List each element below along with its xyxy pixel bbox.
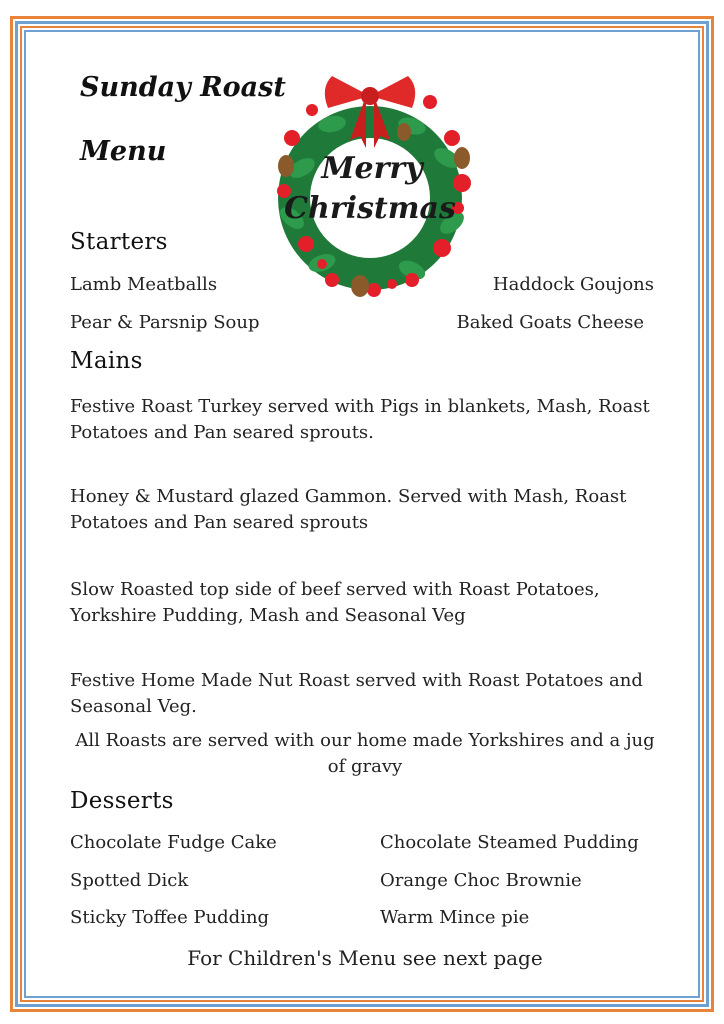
dessert-item: Chocolate Fudge Cake bbox=[70, 832, 277, 853]
main-item: Honey & Mustard glazed Gammon. Served with Mash, Roast Potatoes and Pan seared sprouts bbox=[70, 486, 627, 533]
christmas-wreath-icon bbox=[262, 58, 480, 298]
desserts-heading: Desserts bbox=[70, 788, 174, 814]
dessert-item: Sticky Toffee Pudding bbox=[70, 907, 270, 928]
childrens-menu-footer: For Children's Menu see next page bbox=[187, 946, 543, 970]
main-item: Festive Roast Turkey served with Pigs in blankets, Mash, Roast Potatoes and Pan seared sprouts. bbox=[70, 396, 650, 443]
dessert-item: Warm Mince pie bbox=[380, 907, 530, 928]
dessert-item: Spotted Dick bbox=[70, 870, 189, 891]
starter-item: Lamb Meatballs bbox=[70, 274, 218, 295]
starter-item: Pear & Parsnip Soup bbox=[70, 312, 260, 333]
main-item: Slow Roasted top side of beef served with Roast Potatoes, Yorkshire Pudding, Mash and Seasonal Veg bbox=[70, 579, 600, 626]
starter-item: Haddock Goujons bbox=[492, 274, 654, 295]
dessert-item: Chocolate Steamed Pudding bbox=[380, 832, 639, 853]
starter-item: Baked Goats Cheese bbox=[456, 312, 644, 333]
main-item: Festive Home Made Nut Roast served with Roast Potatoes and Seasonal Veg. bbox=[70, 670, 643, 717]
menu-title-line1: Sunday Roast bbox=[80, 72, 286, 103]
mains-heading: Mains bbox=[70, 348, 143, 374]
menu-title-line2: Menu bbox=[80, 136, 167, 167]
starters-heading: Starters bbox=[70, 229, 168, 255]
wreath-text-christmas: Christmas bbox=[284, 191, 456, 226]
dessert-item: Orange Choc Brownie bbox=[380, 870, 582, 891]
roast-note: All Roasts are served with our home made Yorkshires and a jug of gravy bbox=[75, 730, 655, 777]
wreath-text-merry: Merry bbox=[321, 151, 423, 186]
